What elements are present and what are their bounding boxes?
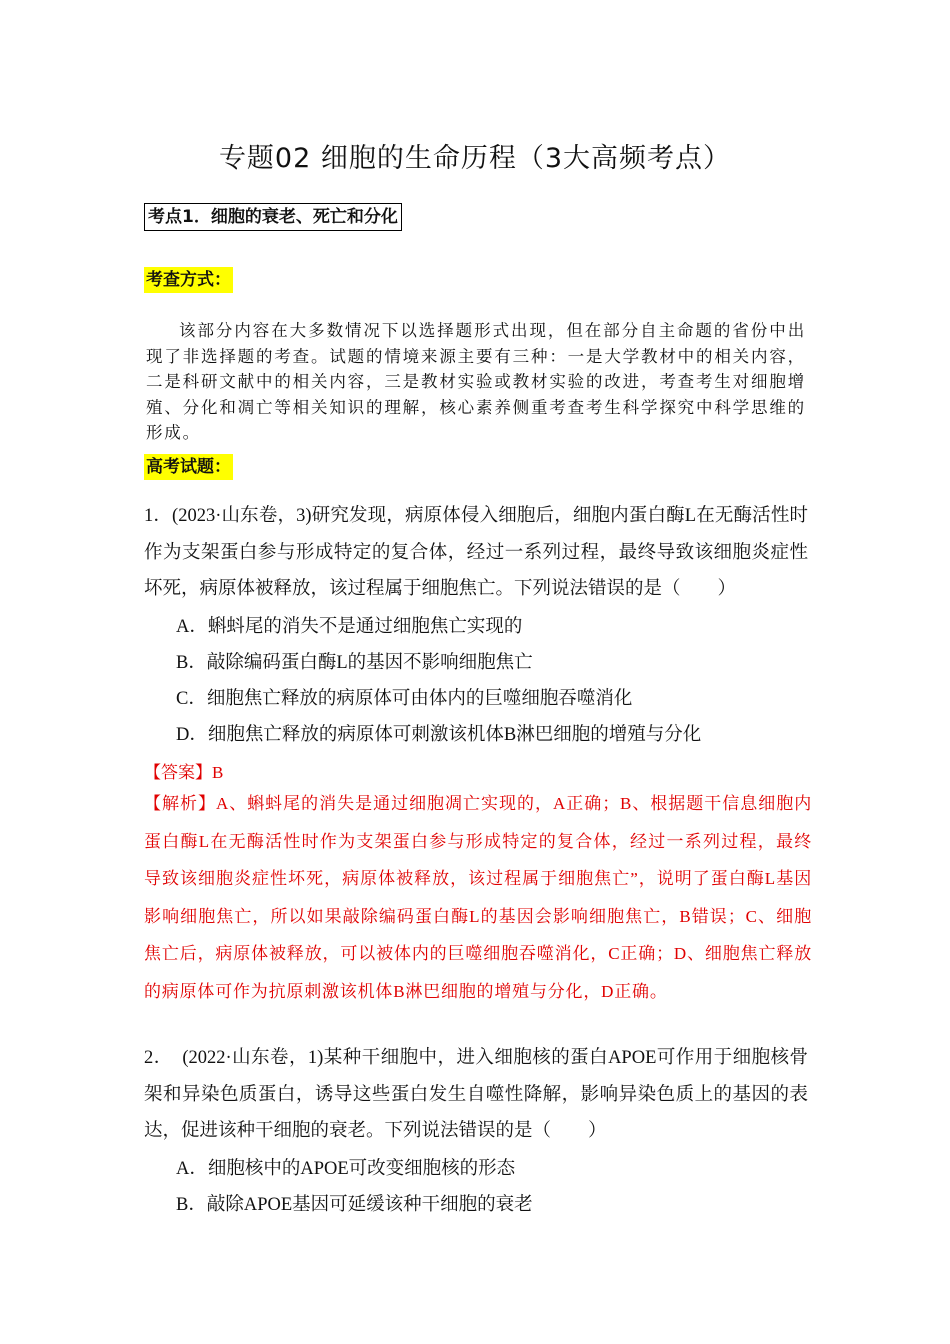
section-heading: 考点1．细胞的衰老、死亡和分化 [144,203,402,231]
question-1-option-a: A．蝌蚪尾的消失不是通过细胞焦亡实现的 [176,617,523,637]
question-1-stem [144,498,808,608]
question-2-option-a: A．细胞核中的APOE可改变细胞核的形态 [176,1159,516,1179]
question-2-option-b: B．敲除APOE基因可延缓该种干细胞的衰老 [176,1195,533,1215]
method-paragraph [146,318,806,446]
exam-label: 高考试题： [144,454,233,480]
question-1-option-d: D．细胞焦亡释放的病原体可刺激该机体B淋巴细胞的增殖与分化 [176,725,702,745]
question-1-option-b: B．敲除编码蛋白酶L的基因不影响细胞焦亡 [176,653,533,673]
question-1-explanation [144,785,812,1010]
question-stem-text: 1．(2023·山东卷，3)研究发现，病原体侵入细胞后，细胞内蛋白酶L在无酶活性时作为支架蛋白参与形成特定的复合体，经过一系列过程，最终导致该细胞炎症性坏死，病原体被释放，该过程属于细胞焦亡。下列说法错误的是（ ） [144,506,808,599]
method-text: 该部分内容在大多数情况下以选择题形式出现，但在部分自主命题的省份中出现了非选择题的考查。试题的情境来源主要有三种：一是大学教材中的相关内容，二是科研文献中的相关内容，三是教材实验或教材实验的改进，考查考生对细胞增殖、分化和凋亡等相关知识的理解，核心素养侧重考查考生科学探究中科学思维的形成。 [146,321,806,442]
question-1-answer: 【答案】B [144,763,224,782]
question-1-option-c: C．细胞焦亡释放的病原体可由体内的巨噬细胞吞噬消化 [176,689,633,709]
method-label: 考查方式： [144,267,233,293]
document-title: 专题02 细胞的生命历程（3大高频考点） [218,143,732,174]
explanation-text: 【解析】A、蝌蚪尾的消失是通过细胞凋亡实现的，A正确；B、根据题干信息细胞内蛋白酶L在无酶活性时作为支架蛋白参与形成特定的复合体，经过一系列过程，最终导致该细胞炎症性坏死，病原体被释放，该过程属于细胞焦亡”，说明了蛋白酶L基因影响细胞焦亡，所以如果敲除编码蛋白酶L的基因会影响细胞焦亡，B错误；C、细胞焦亡后，病原体被释放，可以被体内的巨噬细胞吞噬消化，C正确；D、细胞焦亡释放的病原体可作为抗原刺激该机体B淋巴细胞的增殖与分化，D正确。 [144,794,812,1001]
question-2-stem [144,1040,808,1150]
question-stem-text: 2． (2022·山东卷，1)某种干细胞中，进入细胞核的蛋白APOE可作用于细胞核骨架和异染色质蛋白，诱导这些蛋白发生自噬性降解，影响异染色质上的基因的表达，促进该种干细胞的衰老。下列说法错误的是（ ） [144,1048,808,1141]
